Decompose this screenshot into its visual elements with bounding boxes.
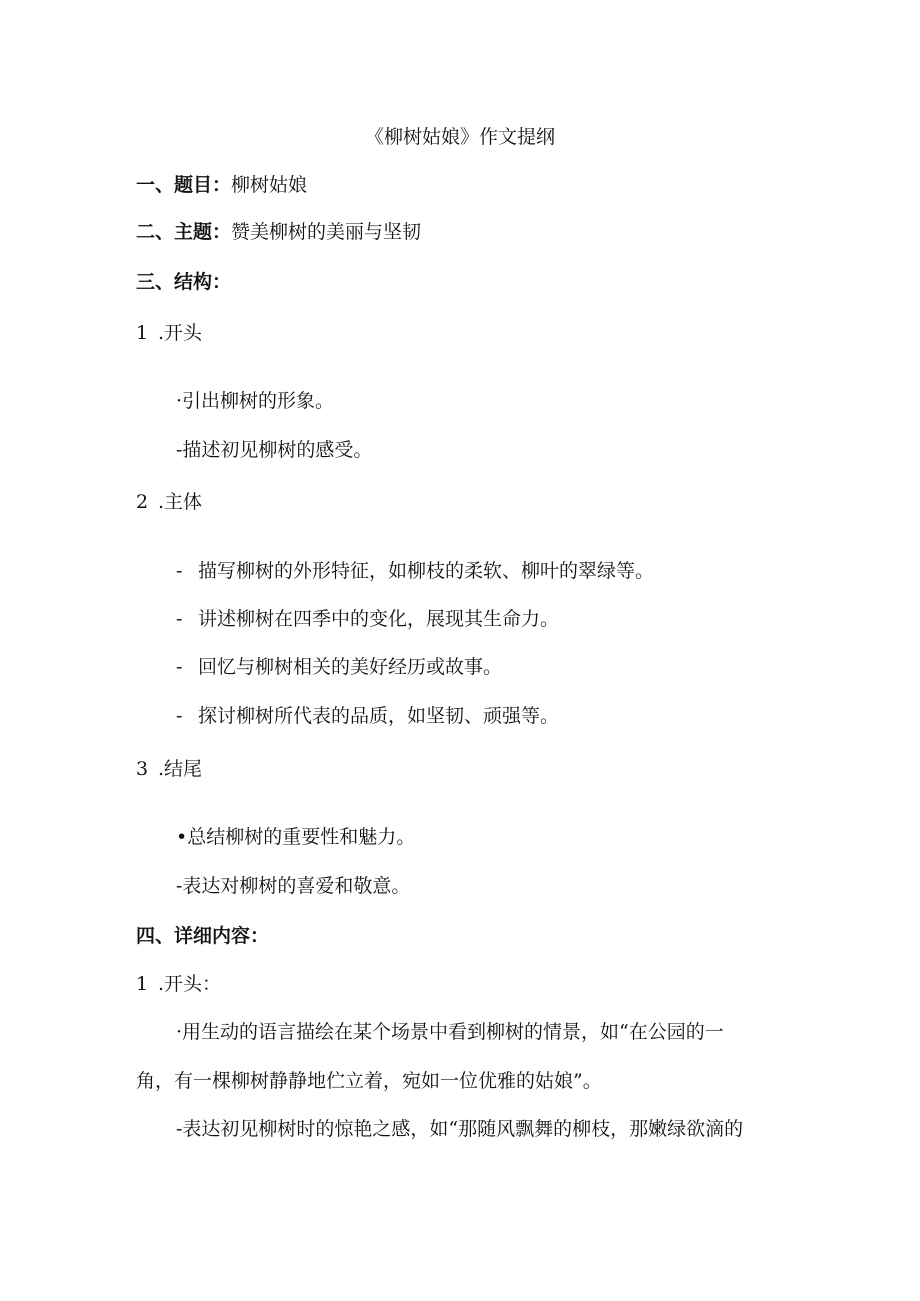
structure-ending-item: •总结柳树的重要性和魅力。: [176, 826, 416, 848]
dash-marker: -: [176, 608, 183, 630]
structure-label: 三、结构：: [136, 271, 232, 293]
structure-opening-item: ·引出柳树的形象。: [176, 390, 335, 412]
theme-label: 二、主题：: [136, 221, 232, 243]
topic-heading: [136, 172, 307, 198]
dash-marker: -: [176, 705, 183, 727]
topic-value: 柳树姑娘: [231, 174, 308, 196]
dash-marker: -: [176, 656, 183, 678]
details-opening-title: .开头：: [158, 973, 222, 995]
structure-body-item-text: 回忆与柳树相关的美好经历或故事。: [198, 656, 503, 678]
topic-label: 一、题目：: [136, 174, 232, 196]
details-paragraph-line: ·用生动的语言描绘在某个场景中看到柳树的情景，如“在公园的一: [176, 1021, 724, 1043]
structure-heading: [136, 269, 231, 295]
structure-ending-heading: [136, 756, 202, 782]
details-opening-heading: [136, 971, 221, 997]
structure-body-item: [176, 654, 502, 680]
structure-opening-item: -描述初见柳树的感受。: [176, 439, 373, 461]
document-title: 《柳树姑娘》作文提纲: [364, 126, 555, 148]
details-paragraph-line: -表达初见柳树时的惊艳之感，如“那随风飘舞的柳枝，那嫩绿欲滴的: [176, 1118, 744, 1140]
theme-heading: [136, 219, 421, 245]
details-opening-number: 1: [136, 973, 149, 995]
theme-value: 赞美柳树的美丽与坚韧: [231, 221, 422, 243]
structure-body-heading: [136, 489, 202, 515]
structure-body-item-text: 探讨柳树所代表的品质，如坚韧、顽强等。: [198, 705, 560, 727]
details-heading: [136, 923, 269, 949]
structure-ending-number: 3: [136, 758, 149, 780]
dash-marker: -: [176, 560, 183, 582]
structure-ending-item: -表达对柳树的喜爱和敬意。: [176, 875, 411, 897]
structure-opening-title: .开头: [158, 322, 203, 344]
structure-body-item: [176, 606, 559, 632]
structure-body-item: [176, 558, 654, 584]
structure-body-item: [176, 703, 559, 729]
structure-ending-title: .结尾: [158, 758, 203, 780]
structure-opening-number: 1: [136, 322, 149, 344]
structure-opening-heading: [136, 320, 202, 346]
details-paragraph-line: 角，有一棵柳树静静地伫立着，宛如一位优雅的姑娘”。: [136, 1070, 602, 1092]
details-label: 四、详细内容：: [136, 925, 270, 947]
structure-body-item-text: 讲述柳树在四季中的变化，展现其生命力。: [198, 608, 560, 630]
structure-body-item-text: 描写柳树的外形特征，如柳枝的柔软、柳叶的翠绿等。: [198, 560, 655, 582]
structure-body-title: .主体: [158, 491, 203, 513]
structure-body-number: 2: [136, 491, 149, 513]
